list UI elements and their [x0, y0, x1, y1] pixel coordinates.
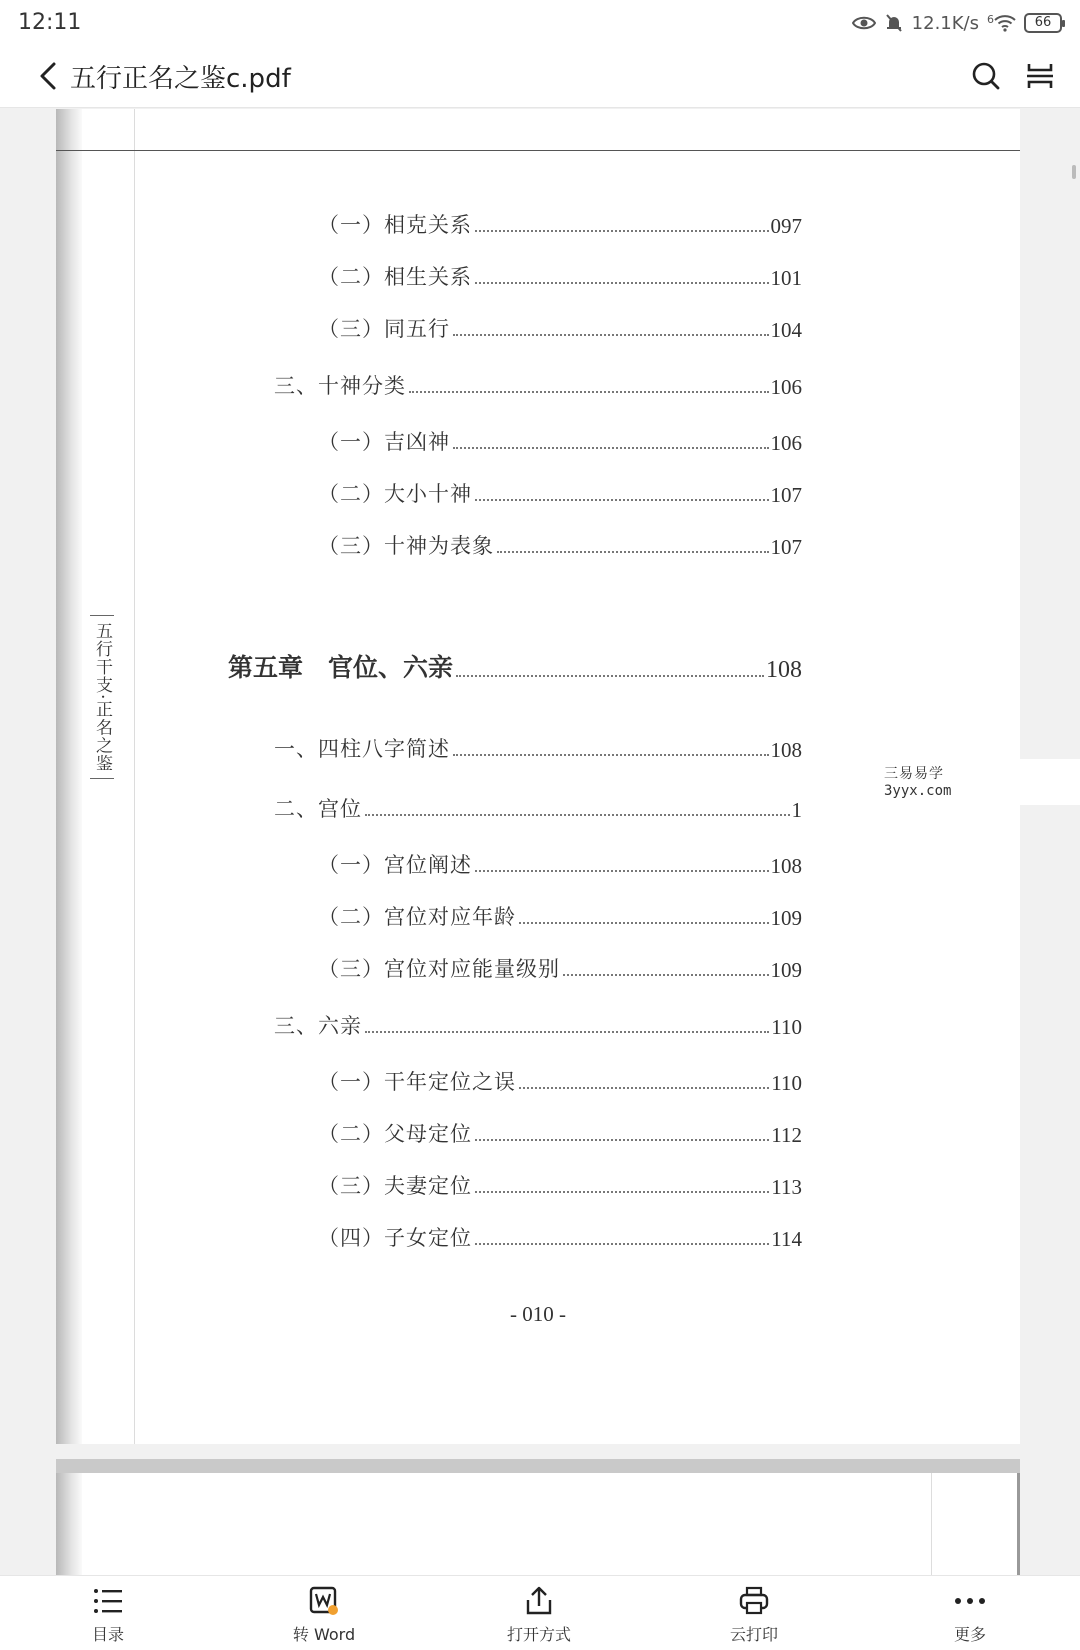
open-with-button[interactable] — [479, 1576, 599, 1650]
network-speed: 12.1K/s — [911, 12, 979, 34]
toc-entry-title: 一、四柱八字简述 — [274, 737, 450, 761]
toc-entry-page: 112 — [771, 1123, 802, 1147]
toc-entry-title: 三、六亲 — [274, 1014, 362, 1038]
toc-entry[interactable] — [318, 205, 802, 239]
toc-entry-page: 106 — [770, 431, 802, 455]
toc-entry[interactable] — [318, 1218, 802, 1252]
toc-entry-title: （三）同五行 — [318, 317, 450, 341]
toc-leader-dots — [409, 391, 769, 393]
toc-entry-page: 113 — [771, 1175, 802, 1199]
cloud-print-label: 云打印 — [729, 1625, 778, 1644]
toc-entry[interactable] — [274, 1006, 802, 1040]
more-label: 更多 — [953, 1625, 986, 1644]
toc-entry[interactable] — [318, 474, 802, 508]
toc-leader-dots — [519, 1087, 769, 1089]
toc-entry[interactable] — [274, 366, 802, 400]
side-title-text: 五行干支·正名之鉴 — [92, 622, 112, 773]
toc-leader-dots — [475, 1243, 769, 1245]
toc-leader-dots — [475, 1191, 769, 1193]
toc-leader-dots — [497, 551, 769, 553]
mute-bell-icon — [884, 13, 904, 33]
toc-leader-dots — [475, 1139, 769, 1141]
scrollbar-thumb[interactable] — [1072, 165, 1076, 179]
status-icons — [852, 10, 1062, 36]
list-icon — [91, 1584, 125, 1618]
scan-button[interactable] — [1020, 56, 1060, 96]
toc-entry-title: （二）父母定位 — [318, 1122, 472, 1146]
toc-leader-dots — [519, 922, 769, 924]
watermark-url: 3yyx.com — [884, 783, 952, 799]
back-button[interactable] — [28, 56, 68, 96]
toc-leader-dots — [456, 675, 764, 677]
toc-leader-dots — [453, 447, 769, 449]
status-bar — [0, 0, 1080, 44]
toc-entry-title: （二）相生关系 — [318, 265, 472, 289]
convert-word-label: 转 Word — [292, 1625, 356, 1644]
toc-entry-page: 110 — [771, 1015, 802, 1039]
more-button[interactable] — [910, 1576, 1030, 1650]
toc-entry-title: 三、十神分类 — [274, 374, 406, 398]
toc-entry[interactable] — [274, 789, 802, 823]
convert-word-button[interactable] — [264, 1576, 384, 1650]
toc-entry-title: （四）子女定位 — [318, 1226, 472, 1250]
toc-entry-title: （一）干年定位之误 — [318, 1070, 516, 1094]
toc-entry-page: 107 — [770, 535, 802, 559]
toc-leader-dots — [365, 814, 790, 816]
toc-entry-title: 二、宫位 — [274, 797, 362, 821]
toc-entry-title: （三）宫位对应能量级别 — [318, 957, 560, 981]
toc-entry[interactable] — [318, 257, 802, 291]
toc-entry-page: 108 — [770, 738, 802, 762]
printer-icon — [737, 1584, 771, 1618]
toc-entry-page: 110 — [771, 1071, 802, 1095]
more-icon — [953, 1584, 987, 1618]
network-type: 6 — [987, 13, 994, 26]
toc-entry-title: （二）大小十神 — [318, 482, 472, 506]
eye-icon — [852, 15, 876, 31]
app-header — [0, 44, 1080, 108]
bottom-toolbar — [0, 1575, 1080, 1650]
toc-entry[interactable] — [318, 1062, 802, 1096]
toc-entry[interactable] — [274, 729, 802, 763]
battery-icon: 66 — [1024, 13, 1062, 33]
toc-entry-title: （一）相克关系 — [318, 213, 472, 237]
pdf-viewer[interactable] — [0, 109, 1080, 1575]
toc-entry[interactable] — [318, 526, 802, 560]
toc-leader-dots — [563, 974, 769, 976]
toc-entry-page: 108 — [766, 657, 802, 683]
toc-entry[interactable] — [318, 309, 802, 343]
toc-leader-dots — [475, 499, 769, 501]
cloud-print-button[interactable] — [694, 1576, 814, 1650]
scan-icon — [1026, 62, 1054, 90]
toc-entry[interactable] — [318, 1114, 802, 1148]
toc-entry-page: 104 — [770, 318, 802, 342]
toc-entry-page: 106 — [770, 375, 802, 399]
toc-entry-title: （二）宫位对应年龄 — [318, 905, 516, 929]
page-number: - 010 - — [510, 1302, 566, 1326]
back-arrow-icon — [37, 61, 59, 91]
toc-entry-title: （三）十神为表象 — [318, 534, 494, 558]
toc-entry-page: 107 — [770, 483, 802, 507]
toc-entry[interactable] — [318, 1166, 802, 1200]
toc-label: 目录 — [91, 1625, 124, 1644]
open-with-label: 打开方式 — [506, 1625, 571, 1644]
toc-entry[interactable] — [318, 845, 802, 879]
toc-leader-dots — [475, 282, 769, 284]
watermark-text: 三易易学 — [884, 766, 944, 782]
toc-entry-page: 109 — [770, 906, 802, 930]
word-convert-icon — [307, 1584, 341, 1618]
toc-entry-title: （一）吉凶神 — [318, 430, 450, 454]
toc-entry-title: 第五章 官位、六亲 — [228, 653, 454, 682]
next-pdf-page — [56, 1459, 1020, 1575]
toc-entry-page: 108 — [770, 854, 802, 878]
toc-leader-dots — [475, 230, 769, 232]
toc-button[interactable] — [48, 1576, 168, 1650]
document-title: 五行正名之鉴c.pdf — [70, 64, 291, 94]
toc-entry-page: 109 — [770, 958, 802, 982]
toc-chapter-entry[interactable] — [228, 650, 802, 684]
toc-leader-dots — [453, 334, 769, 336]
page-gutter-shadow — [56, 1473, 82, 1575]
toc-entry-page: 097 — [770, 214, 802, 238]
search-icon — [971, 61, 1001, 91]
toc-entry-title: （一）宫位阐述 — [318, 853, 472, 877]
status-time: 12:11 — [18, 10, 82, 35]
toc-entry-title: （三）夫妻定位 — [318, 1174, 472, 1198]
toc-entry-page: 1 — [791, 798, 802, 822]
toc-entry[interactable] — [318, 422, 802, 456]
toc-entry[interactable] — [318, 949, 802, 983]
toc-entry[interactable] — [318, 897, 802, 931]
toc-entry-page: 114 — [771, 1227, 802, 1251]
watermark — [830, 759, 1080, 805]
page-edge — [1017, 1473, 1020, 1575]
toc-leader-dots — [365, 1031, 769, 1033]
toc-leader-dots — [475, 870, 769, 872]
search-button[interactable] — [966, 56, 1006, 96]
wifi-icon — [987, 14, 1016, 32]
page-margin-line — [931, 1473, 932, 1575]
toc-leader-dots — [453, 754, 769, 756]
share-icon — [522, 1584, 556, 1618]
toc-entry-page: 101 — [770, 266, 802, 290]
